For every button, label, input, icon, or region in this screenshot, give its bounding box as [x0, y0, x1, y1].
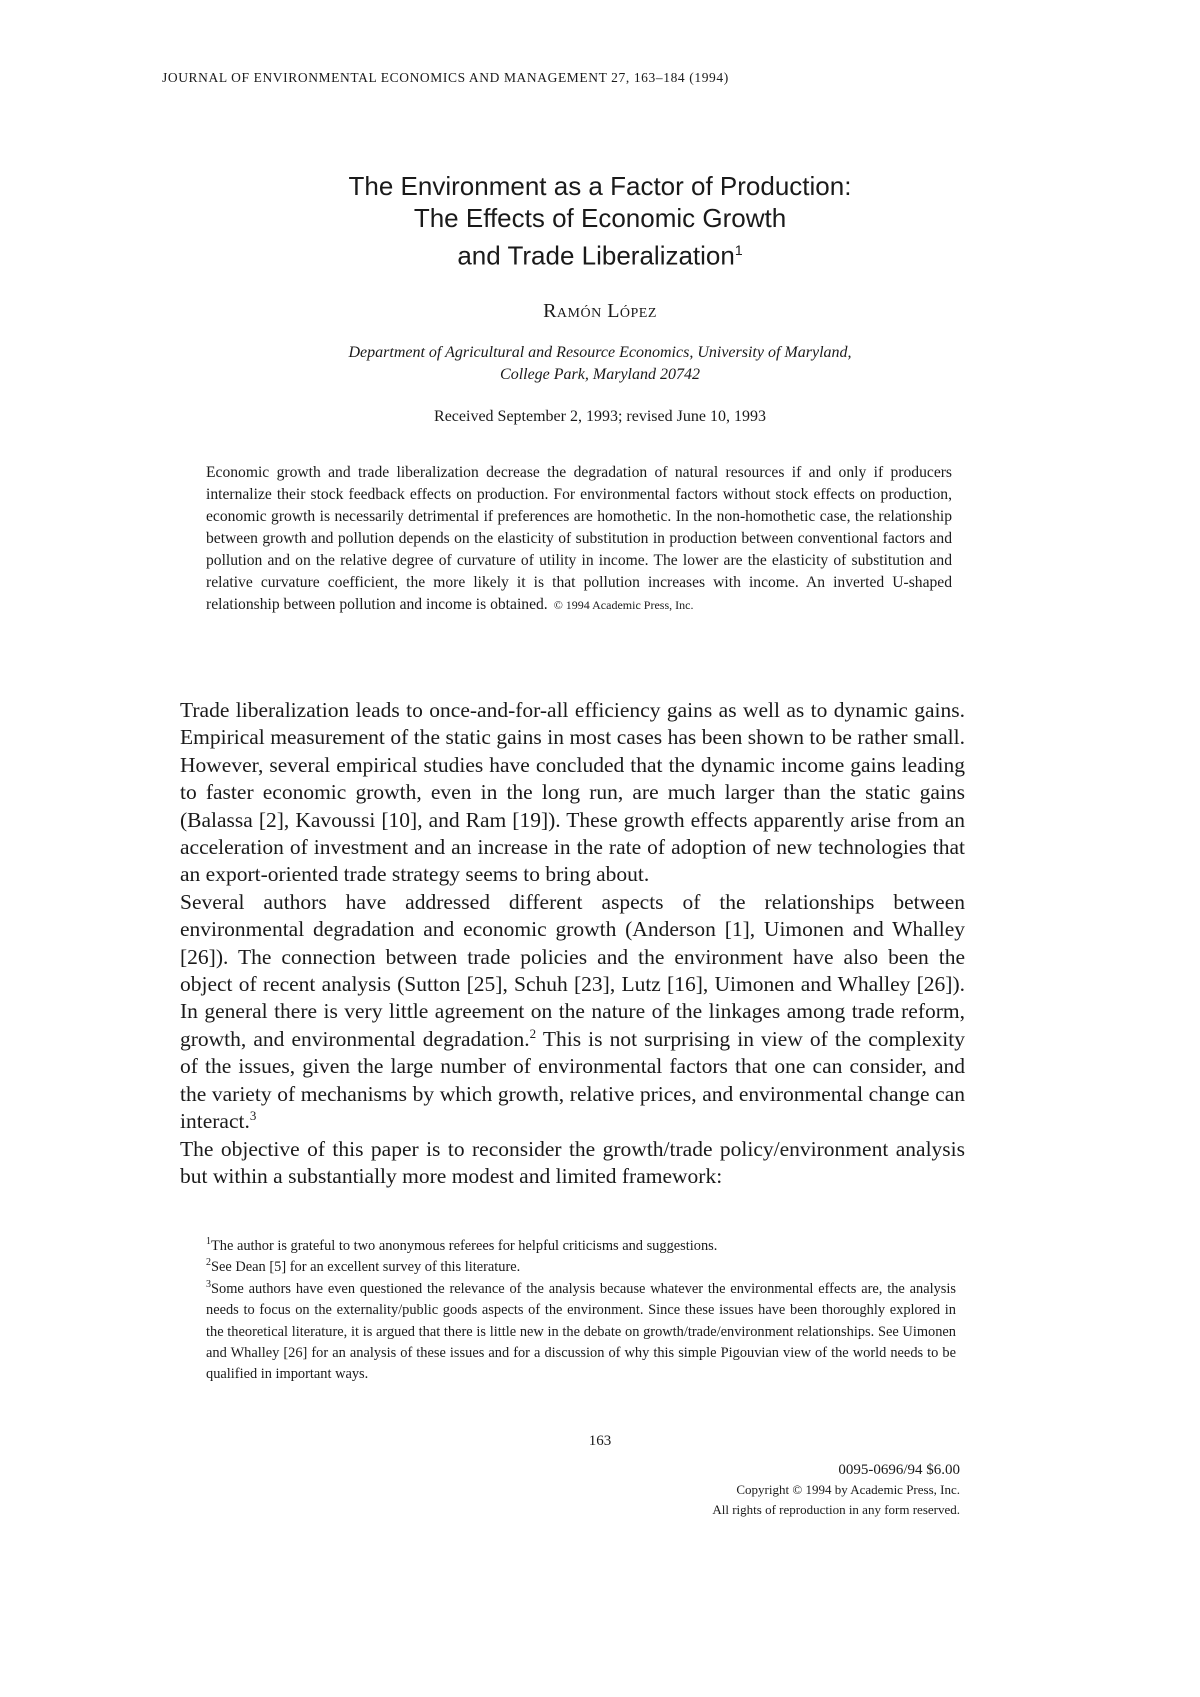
footnote-3	[206, 1279, 956, 1386]
paragraph-3: The objective of this paper is to reconsider the growth/trade policy/environment analysis but within a substantially more modest and limited framework:	[180, 1136, 965, 1188]
footnote-ref-2: 2	[529, 1025, 537, 1041]
footnote-1	[206, 1236, 956, 1257]
footnote-3-text: Some authors have even questioned the relevance of the analysis because whatever the environmental effects are, the analysis needs to focus on the externality/public goods aspects of the environment. Since these issues have been thoroughly explored in the theoretical literature, it is argued that there is little new in the debate on growth/trade/environment relationships. See Uimonen and Whalley [26] for an analysis of these issues and for a discussion of why this simple Pigouvian view of the world needs to be qualified in important ways.	[206, 1280, 956, 1383]
abstract-text: Economic growth and trade liberalization decrease the degradation of natural resources if and only if producers internalize their stock feedback effects on production. For environmental factors without stock effects on production, economic growth is necessarily detrimental if preferences are homothetic. In the non-homothetic case, the relationship between growth and pollution depends on the elasticity of substitution in production between conventional factors and pollution and on the relative degree of curvature of utility in income. The lower are the elasticity of substitution and relative curvature coefficient, the more likely it is that pollution increases with income. An inverted U-shaped relationship between pollution and income is obtained.	[206, 464, 952, 613]
affiliation-line-2: College Park, Maryland 20742	[500, 366, 700, 383]
rights-line: All rights of reproduction in any form reserved.	[712, 1502, 960, 1517]
paragraph-2-part-a: Several authors have addressed different aspects of the relationships between environmental degradation and economic growth (Anderson [1], Uimonen and Whalley [26]). The connection between trade policies and the environment have also been the object of recent analysis (Sutton [25], Schuh [23], Lutz [16], Uimonen and Whalley [26]). In general there is very little agreement on the nature of the linkages among trade reform, growth, and environmental degradation.	[180, 889, 965, 1051]
footnotes	[206, 1236, 956, 1386]
title-line-1: The Environment as a Factor of Production:	[348, 171, 852, 201]
copyright-line: Copyright © 1994 by Academic Press, Inc.	[736, 1482, 960, 1497]
affiliation-line-1: Department of Agricultural and Resource Economics, University of Maryland,	[348, 344, 852, 361]
abstract	[206, 462, 952, 616]
paragraph-2-part-b: This is not surprising in view of the complexity of the issues, given the large number of environmental factors that one can consider, and the variety of mechanisms by which growth, relative prices, and environmental change can interact.	[180, 1026, 965, 1134]
abstract-copyright: © 1994 Academic Press, Inc.	[553, 598, 694, 612]
article-title	[0, 170, 1200, 272]
running-head: JOURNAL OF ENVIRONMENTAL ECONOMICS AND MANAGEMENT 27, 163–184 (1994)	[162, 70, 729, 85]
footnote-ref-3: 3	[249, 1107, 257, 1123]
received-dates: Received September 2, 1993; revised June 10, 1993	[434, 408, 766, 425]
footnote-2-text: See Dean [5] for an excellent survey of this literature.	[211, 1259, 521, 1276]
paragraph-1: Trade liberalization leads to once-and-for-all efficiency gains as well as to dynamic gains. Empirical measurement of the static gains in most cases has been shown to be rather small. However, several empirical studies have concluded that the dynamic income gains leading to faster economic growth, even in the long run, are much larger than the static gains (Balassa [2], Kavoussi [10], and Ram [19]). These growth effects apparently arise from an acceleration of investment and an increase in the rate of adoption of new technologies that an export-oriented trade strategy seems to bring about.	[180, 698, 965, 887]
title-footnote-mark: 1	[734, 242, 743, 258]
footnote-2	[206, 1257, 956, 1278]
issn-price-code: 0095-0696/94 $6.00	[838, 1462, 960, 1478]
copyright-block	[712, 1460, 960, 1520]
paragraph-2	[180, 889, 965, 1136]
footnote-1-text: The author is grateful to two anonymous referees for helpful criticisms and suggestions.	[211, 1238, 718, 1254]
title-line-2: The Effects of Economic Growth	[413, 203, 787, 233]
page-number: 163	[588, 1433, 612, 1449]
title-line-3-text: and Trade Liberalization	[457, 240, 735, 271]
author-name: Ramón López	[543, 300, 657, 322]
body-text	[180, 697, 965, 1190]
title-line-3	[0, 234, 1200, 272]
footnote-2-mark: 2	[206, 1257, 211, 1269]
author-affiliation	[0, 342, 1200, 386]
footnote-1-mark: 1	[206, 1236, 211, 1248]
footnote-3-mark: 3	[206, 1279, 211, 1291]
